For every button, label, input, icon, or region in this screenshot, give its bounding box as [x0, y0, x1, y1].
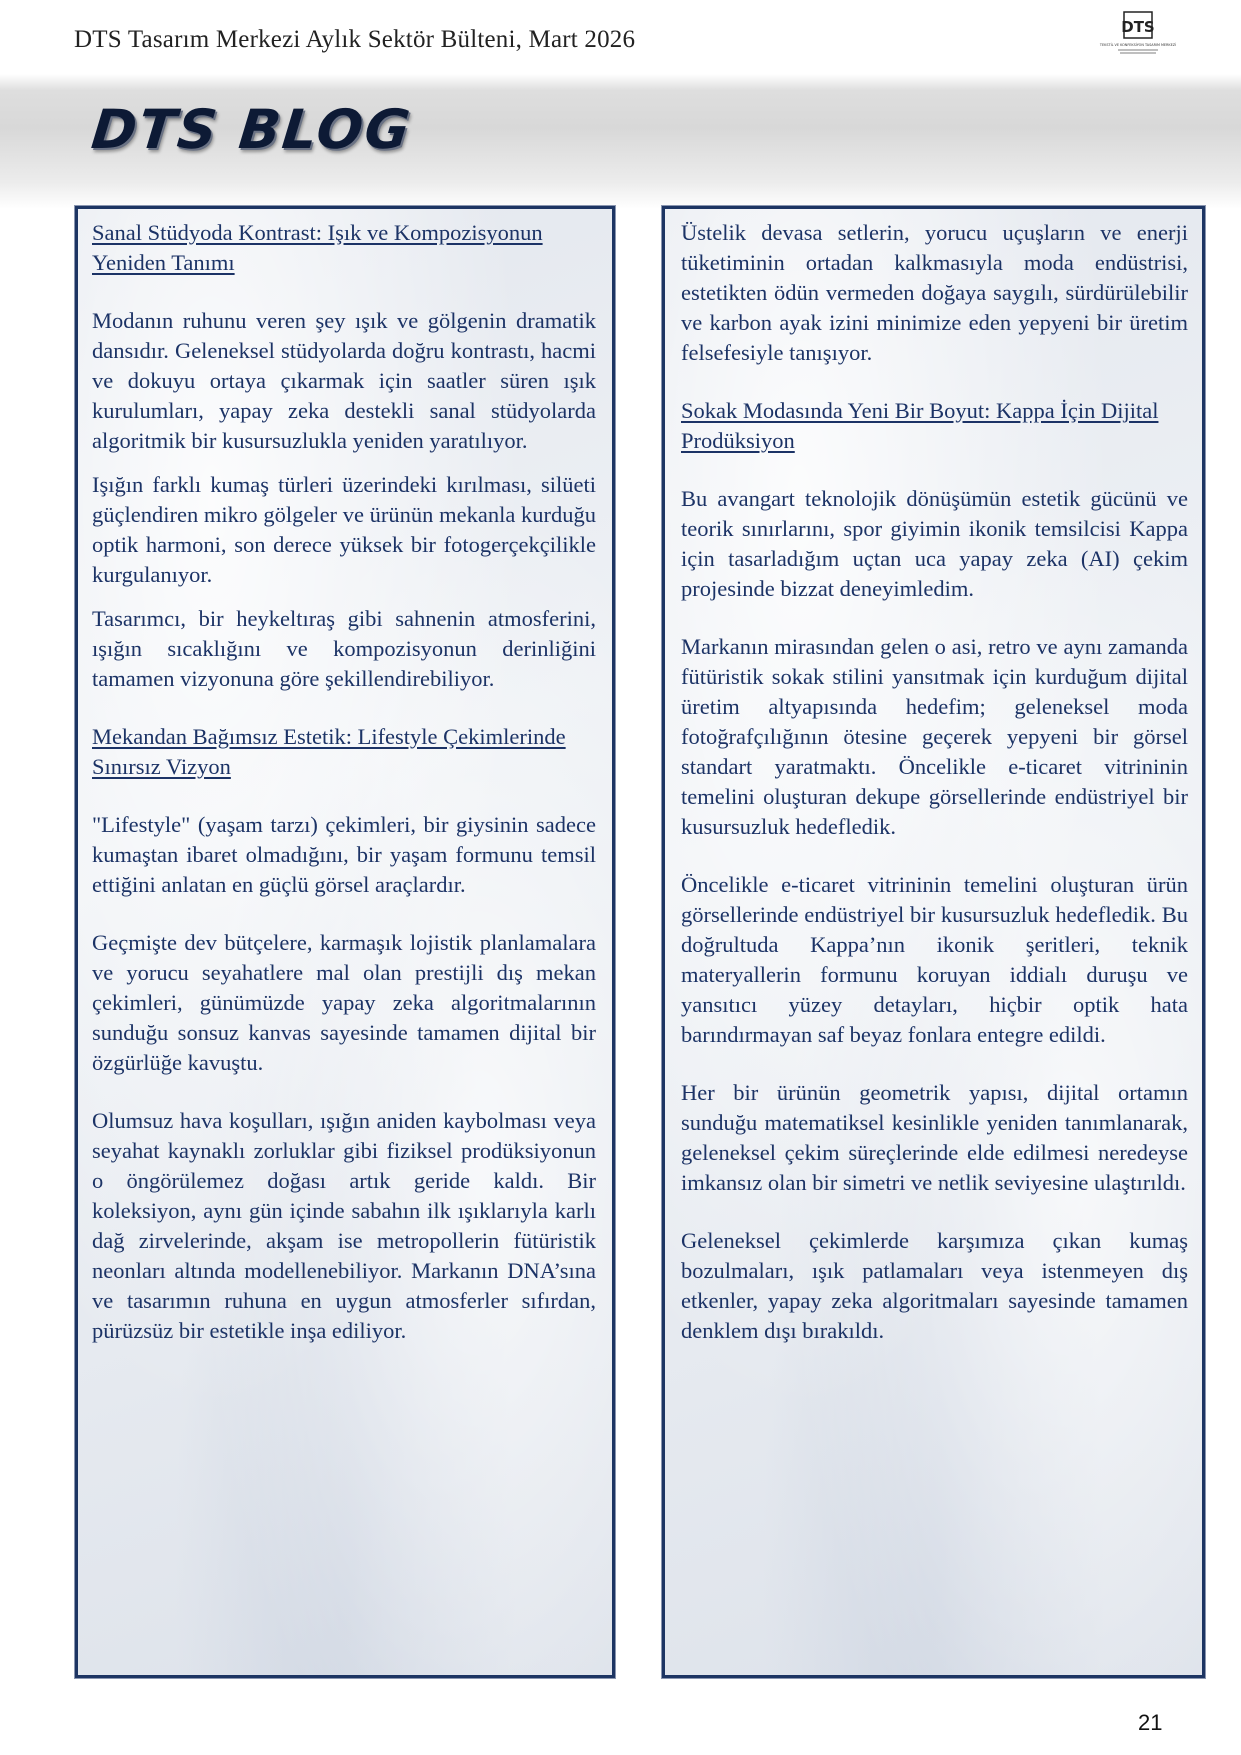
paragraph: Geleneksel çekimlerde karşımıza çıkan kumaş bozulmaları, ışık patlamaları veya istenmeyen dış etkenler, yapay zeka algoritmaları sayesinde tamamen denklem dışı bırakıldı.: [681, 1228, 1188, 1343]
paragraph: Üstelik devasa setlerin, yorucu uçuşların ve enerji tüketiminin ortadan kalkmasıyla moda endüstrisi, estetikten ödün vermeden doğaya saygılı, sürdürülebilir ve karbon ayak izini minimize eden yepyeni bir üretim felsefesiyle tanışıyor.: [681, 220, 1188, 365]
blog-title: DTS BLOG: [88, 98, 415, 161]
section-heading: Mekandan Bağımsız Estetik: Lifestyle Çekimlerinde Sınırsız Vizyon: [92, 724, 566, 779]
paragraph: Bu avangart teknolojik dönüşümün estetik gücünü ve teorik sınırlarını, spor giyimin ikonik temsilcisi Kappa için tasarladığım uçtan uca yapay zeka (AI) çekim projesinde bizzat deneyimledim.: [681, 486, 1188, 601]
paragraph: Tasarımcı, bir heykeltıraş gibi sahnenin atmosferini, ışığın sıcaklığını ve kompozisyonun derinliğini tamamen vizyonuna göre şekillendirebiliyor.: [92, 606, 596, 691]
section-heading: Sokak Modasında Yeni Bir Boyut: Kappa İçin Dijital Prodüksiyon: [681, 398, 1159, 453]
dts-logo: [1099, 10, 1177, 58]
paragraph: Her bir ürünün geometrik yapısı, dijital ortamın sunduğu matematiksel kesinlikle yeniden tanımlanarak, geleneksel çekim süreçlerinde elde edilmesi neredeyse imkansız olan bir simetri ve netlik seviyesine ulaştırıldı.: [681, 1080, 1188, 1195]
paragraph: Olumsuz hava koşulları, ışığın aniden kaybolması veya seyahat kaynaklı zorluklar gibi fiziksel prodüksiyonun o öngörülemez doğası artık geride kaldı. Bir koleksiyon, aynı gün içinde sabahın ilk ışıklarıyla karlı dağ zirvelerinde, akşam ise metropollerin fütüristik neonları altında modellenebiliyor. Markanın DNA’sına ve tasarımın ruhuna en uygun atmosferler sıfırdan, pürüzsüz bir estetikle inşa ediliyor.: [92, 1108, 596, 1343]
logo-text: DTS: [1121, 18, 1155, 36]
paragraph: Geçmişte dev bütçelere, karmaşık lojistik planlamalara ve yorucu seyahatlere mal olan prestijli dış mekan çekimleri, günümüzde yapay zeka algoritmalarının sunduğu sonsuz kanvas sayesinde tamamen dijital bir özgürlüğe kavuştu.: [92, 930, 596, 1075]
paragraph: Modanın ruhunu veren şey ışık ve gölgenin dramatik dansıdır. Geleneksel stüdyolarda doğru kontrastı, hacmi ve dokuyu ortaya çıkarmak için saatler süren ışık kurulumları, yapay zeka destekli sanal stüdyolarda algoritmik bir kusursuzlukla yeniden yaratılıyor.: [92, 308, 596, 453]
paragraph: "Lifestyle" (yaşam tarzı) çekimleri, bir giysinin sadece kumaştan ibaret olmadığını, bir yaşam formunu temsil ettiğini anlatan en güçlü görsel araçlardır.: [92, 812, 596, 897]
right-article-column: [662, 206, 1205, 1678]
paragraph: Markanın mirasından gelen o asi, retro ve aynı zamanda fütüristik sokak stilini yansıtmak için kurduğum dijital üretim altyapısında hedefim; geleneksel moda fotoğrafçılığının ötesine geçerek yepyeni bir görsel standart yaratmaktı. Öncelikle e-ticaret vitrininin temelini oluşturan dekupe görsellerinde endüstriyel bir kusursuzluk hedefledik.: [681, 634, 1188, 839]
left-article-column: [75, 206, 615, 1678]
page-number: 21: [1138, 1710, 1163, 1735]
section-heading: Sanal Stüdyoda Kontrast: Işık ve Kompozisyonun Yeniden Tanımı: [92, 220, 543, 275]
paragraph: Öncelikle e-ticaret vitrininin temelini oluşturan ürün görsellerinde endüstriyel bir kusursuzluk hedefledik. Bu doğrultuda Kappa’nın ikonik şeritleri, teknik materyallerin formunu koruyan iddialı duruşu ve yansıtıcı yüzey detayları, hiçbir optik hata barındırmayan saf beyaz fonlara entegre edildi.: [681, 872, 1188, 1047]
paragraph: Işığın farklı kumaş türleri üzerindeki kırılması, silüeti güçlendiren mikro gölgeler ve ürünün mekanla kurduğu optik harmoni, son derece yüksek bir fotogerçekçilikle kurgulanıyor.: [92, 472, 596, 587]
logo-caption: TEKSTİL VE KONFEKSİYON TASARIM MERKEZİ: [1099, 43, 1177, 47]
bulletin-header-title: DTS Tasarım Merkezi Aylık Sektör Bülteni, Mart 2026: [74, 26, 636, 53]
